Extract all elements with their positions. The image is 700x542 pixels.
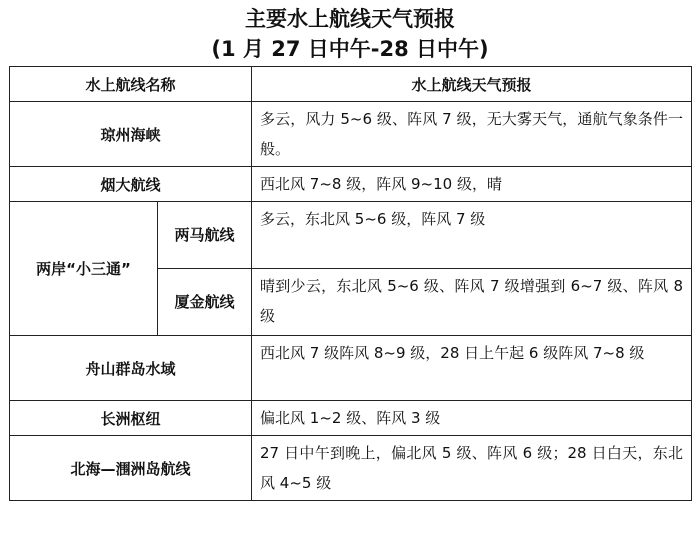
- table-row: [10, 202, 692, 269]
- route-name-changzhou: 长洲枢纽: [10, 401, 252, 436]
- route-group-strait: 两岸“小三通”: [10, 202, 158, 336]
- route-name-beihai: 北海—涠洲岛航线: [10, 436, 252, 501]
- route-name-xiajin: 厦金航线: [158, 269, 252, 336]
- route-name-mazu: 两马航线: [158, 202, 252, 269]
- header-forecast: 水上航线天气预报: [252, 67, 692, 102]
- table-header-row: [10, 67, 692, 102]
- page-subtitle-date-range: (1 月 27 日中午-28 日中午): [211, 37, 489, 61]
- page-title: 主要水上航线天气预报: [245, 7, 455, 31]
- forecast-zhoushan: 西北风 7 级阵风 8~9 级，28 日上午起 6 级阵风 7~8 级: [252, 336, 692, 401]
- table-row: [10, 336, 692, 401]
- table-row: [10, 167, 692, 202]
- route-name-yantai: 烟大航线: [10, 167, 252, 202]
- forecast-mazu: 多云，东北风 5~6 级，阵风 7 级: [252, 202, 692, 269]
- route-name-zhoushan: 舟山群岛水域: [10, 336, 252, 401]
- route-name-qiongzhou: 琼州海峡: [10, 102, 252, 167]
- forecast-qiongzhou: 多云，风力 5~6 级、阵风 7 级，无大雾天气，通航气象条件一般。: [252, 102, 692, 167]
- table-row: [10, 102, 692, 167]
- table-row: [10, 436, 692, 501]
- forecast-xiajin: 晴到少云，东北风 5~6 级、阵风 7 级增强到 6~7 级、阵风 8 级: [252, 269, 692, 336]
- forecast-changzhou: 偏北风 1~2 级、阵风 3 级: [252, 401, 692, 436]
- table-row: [10, 401, 692, 436]
- forecast-yantai: 西北风 7~8 级，阵风 9~10 级，晴: [252, 167, 692, 202]
- header-route-name: 水上航线名称: [10, 67, 252, 102]
- forecast-beihai: 27 日中午到晚上，偏北风 5 级、阵风 6 级；28 日白天，东北风 4~5 级: [252, 436, 692, 501]
- forecast-table: [9, 66, 692, 501]
